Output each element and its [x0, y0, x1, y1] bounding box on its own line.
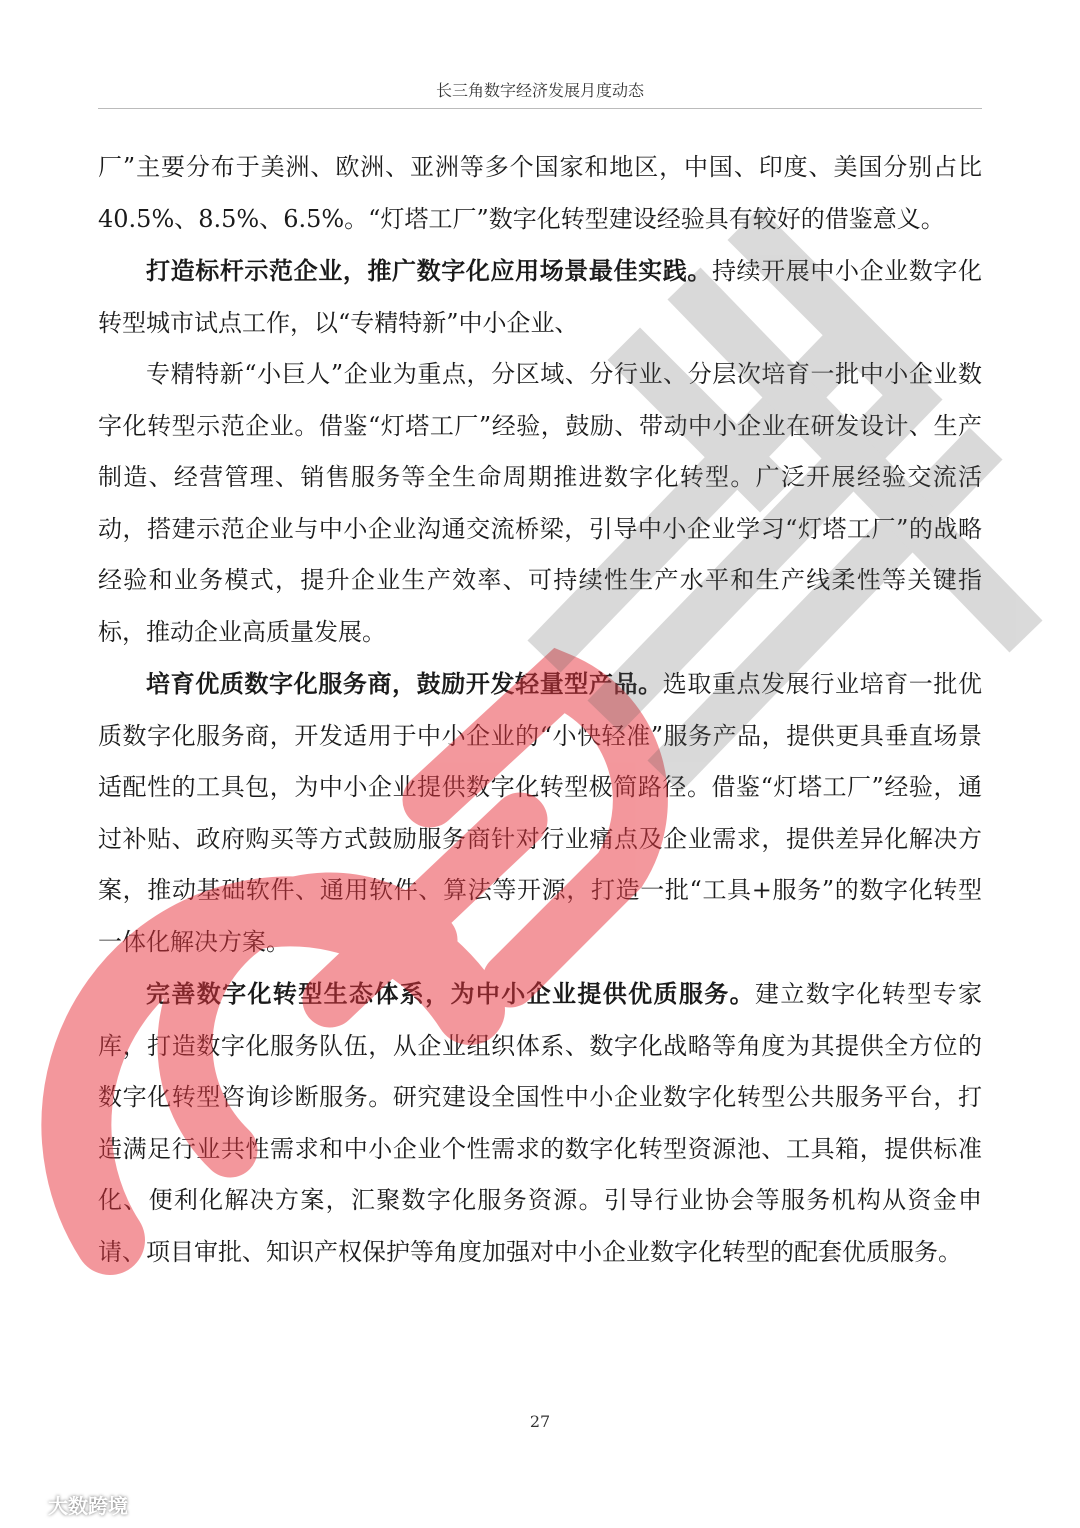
- paragraph-5: [98, 968, 982, 1278]
- header-rule: [98, 108, 982, 109]
- paragraph-5-lead: 完善数字化转型生态体系，为中小企业提供优质服务。: [146, 979, 755, 1008]
- body-text: [98, 142, 982, 1278]
- weibo-logo-icon: [8, 1491, 42, 1517]
- paragraph-2: [98, 245, 982, 349]
- source-badge-label: 大数跨境: [48, 1493, 128, 1518]
- source-badge: [0, 1480, 128, 1528]
- paragraph-4-lead: 培育优质数字化服务商，鼓励开发轻量型产品。: [146, 669, 663, 698]
- paragraph-1-text: 厂”主要分布于美洲、欧洲、亚洲等多个国家和地区，中国、印度、美国分别占比40.5%、8.5%、6.5%。“灯塔工厂”数字化转型建设经验具有较好的借鉴意义。: [98, 153, 982, 233]
- paragraph-2-text: 持续开展中小企业数字化转型城市试点工作，以“专精特新”中小企业、: [98, 257, 982, 337]
- page-number: 27: [529, 1412, 551, 1431]
- paragraph-4: [98, 658, 982, 968]
- paragraph-3: [98, 349, 982, 658]
- running-header: 长三角数字经济发展月度动态: [435, 81, 644, 100]
- paragraph-2-lead: 打造标杆示范企业，推广数字化应用场景最佳实践。: [146, 256, 712, 285]
- paragraph-5-text: 建立数字化转型专家库，打造数字化服务队伍，从企业组织体系、数字化战略等角度为其提供全方位的数字化转型咨询诊断服务。研究建设全国性中小企业数字化转型公共服务平台，打造满足行业共性需求和中小企业个性需求的数字化转型资源池、工具箱，提供标准化、便利化解决方案，汇聚数字化服务资源。引导行业协会等服务机构从资金申请、项目审批、知识产权保护等角度加强对中小企业数字化转型的配套优质服务。: [98, 980, 982, 1266]
- paragraph-3-text: 专精特新“小巨人”企业为重点，分区域、分行业、分层次培育一批中小企业数字化转型示范企业。借鉴“灯塔工厂”经验，鼓励、带动中小企业在研发设计、生产制造、经营管理、销售服务等全生命周期推进数字化转型。广泛开展经验交流活动，搭建示范企业与中小企业沟通交流桥梁，引导中小企业学习“灯塔工厂”的战略经验和业务模式，提升企业生产效率、可持续性生产水平和生产线柔性等关键指标，推动企业高质量发展。: [98, 360, 982, 646]
- paragraph-1: [98, 142, 982, 245]
- paragraph-4-text: 选取重点发展行业培育一批优质数字化服务商，开发适用于中小企业的“小快轻准”服务产品，提供更具垂直场景适配性的工具包，为中小企业提供数字化转型极简路径。借鉴“灯塔工厂”经验，通过补贴、政府购买等方式鼓励服务商针对行业痛点及企业需求，提供差异化解决方案，推动基础软件、通用软件、算法等开源，打造一批“工具+服务”的数字化转型一体化解决方案。: [98, 670, 983, 956]
